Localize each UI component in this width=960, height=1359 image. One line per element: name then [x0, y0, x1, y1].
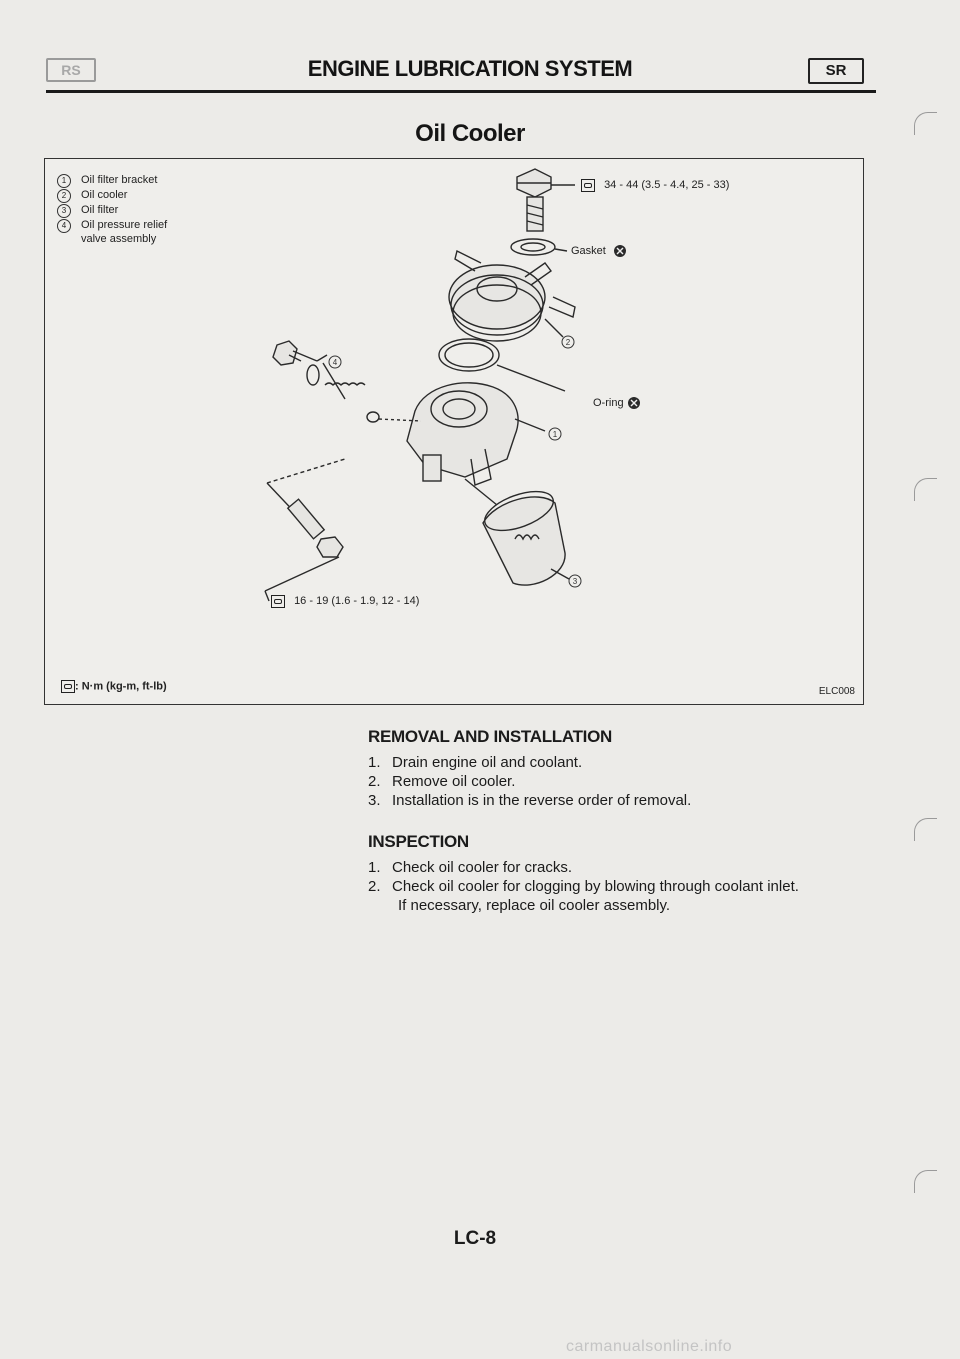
legend-number: 2	[57, 189, 71, 203]
step-number: 1.	[368, 754, 381, 771]
inspection-heading: INSPECTION	[368, 832, 469, 851]
section-title: Oil Cooler	[415, 120, 525, 147]
legend-label: Oil cooler	[81, 189, 128, 201]
inspection-note: If necessary, replace oil cooler assembly.	[398, 897, 671, 914]
list-item	[368, 753, 868, 772]
oil-cooler-body	[449, 251, 575, 341]
list-item	[368, 858, 868, 877]
legend-label: Oil pressure relief valve assembly	[81, 219, 168, 245]
center-bolt	[517, 169, 551, 231]
step-text: Remove oil cooler.	[392, 773, 516, 790]
page-edge-mark	[914, 1170, 937, 1193]
unit-note	[61, 680, 167, 693]
torque-value-top: 34 - 44 (3.5 - 4.4, 25 - 33)	[604, 179, 730, 192]
header-left-tab: RS	[46, 58, 96, 82]
removal-steps	[368, 753, 868, 810]
page-edge-mark	[914, 112, 937, 135]
exploded-diagram	[44, 158, 864, 705]
step-number: 3.	[368, 792, 381, 809]
gasket-label: Gasket	[571, 245, 606, 257]
step-number: 1.	[368, 859, 381, 876]
header-title: ENGINE LUBRICATION SYSTEM	[307, 56, 633, 81]
step-text: Check oil cooler for clogging by blowing through coolant inlet.	[392, 878, 799, 895]
watermark: carmanualsonline.info	[566, 1338, 733, 1355]
procedure-text	[368, 727, 868, 915]
replace-mark-icon	[614, 245, 626, 257]
legend-number: 1	[57, 174, 71, 188]
figure-code: ELC008	[818, 686, 855, 697]
callout-number: 4	[332, 358, 338, 367]
inspection-steps	[368, 858, 868, 896]
gasket-washer	[511, 239, 555, 255]
step-number: 2.	[368, 878, 381, 895]
replace-mark-icon	[628, 397, 640, 409]
list-item	[368, 877, 868, 896]
legend-label: Oil filter	[81, 204, 119, 216]
callout-number: 3	[572, 577, 578, 586]
header-right-tab: SR	[808, 58, 864, 84]
page-edge-mark	[914, 818, 937, 841]
unit-note-text: : N·m (kg-m, ft-lb)	[75, 680, 167, 693]
relief-valve-assembly	[273, 341, 421, 422]
legend-number: 4	[57, 219, 71, 233]
list-item	[368, 791, 868, 810]
torque-spec-top	[581, 179, 729, 192]
legend-number: 3	[57, 204, 71, 218]
removal-heading: REMOVAL AND INSTALLATION	[368, 727, 613, 746]
oil-filter-bracket	[407, 383, 518, 485]
step-text: Check oil cooler for cracks.	[392, 859, 573, 876]
o-ring-label: O-ring	[593, 397, 624, 409]
torque-spec-bottom	[271, 595, 419, 608]
list-item	[368, 772, 868, 791]
torque-wrench-icon	[581, 179, 595, 192]
header-rule	[46, 90, 876, 93]
legend-label: Oil filter bracket	[81, 174, 158, 186]
oil-cooler-drawing	[45, 159, 863, 704]
step-number: 2.	[368, 773, 381, 790]
torque-wrench-icon	[61, 680, 75, 693]
bracket-bolt	[267, 459, 345, 557]
oil-filter	[465, 479, 565, 585]
callout-number: 2	[565, 338, 571, 347]
step-text: Installation is in the reverse order of removal.	[392, 792, 692, 809]
o-ring-seal	[439, 339, 499, 371]
torque-value-bottom: 16 - 19 (1.6 - 1.9, 12 - 14)	[294, 595, 420, 608]
step-text: Drain engine oil and coolant.	[392, 754, 583, 771]
callout-number: 1	[552, 430, 558, 439]
page-edge-mark	[914, 478, 937, 501]
page-number: LC-8	[453, 1228, 497, 1249]
torque-wrench-icon	[271, 595, 285, 608]
